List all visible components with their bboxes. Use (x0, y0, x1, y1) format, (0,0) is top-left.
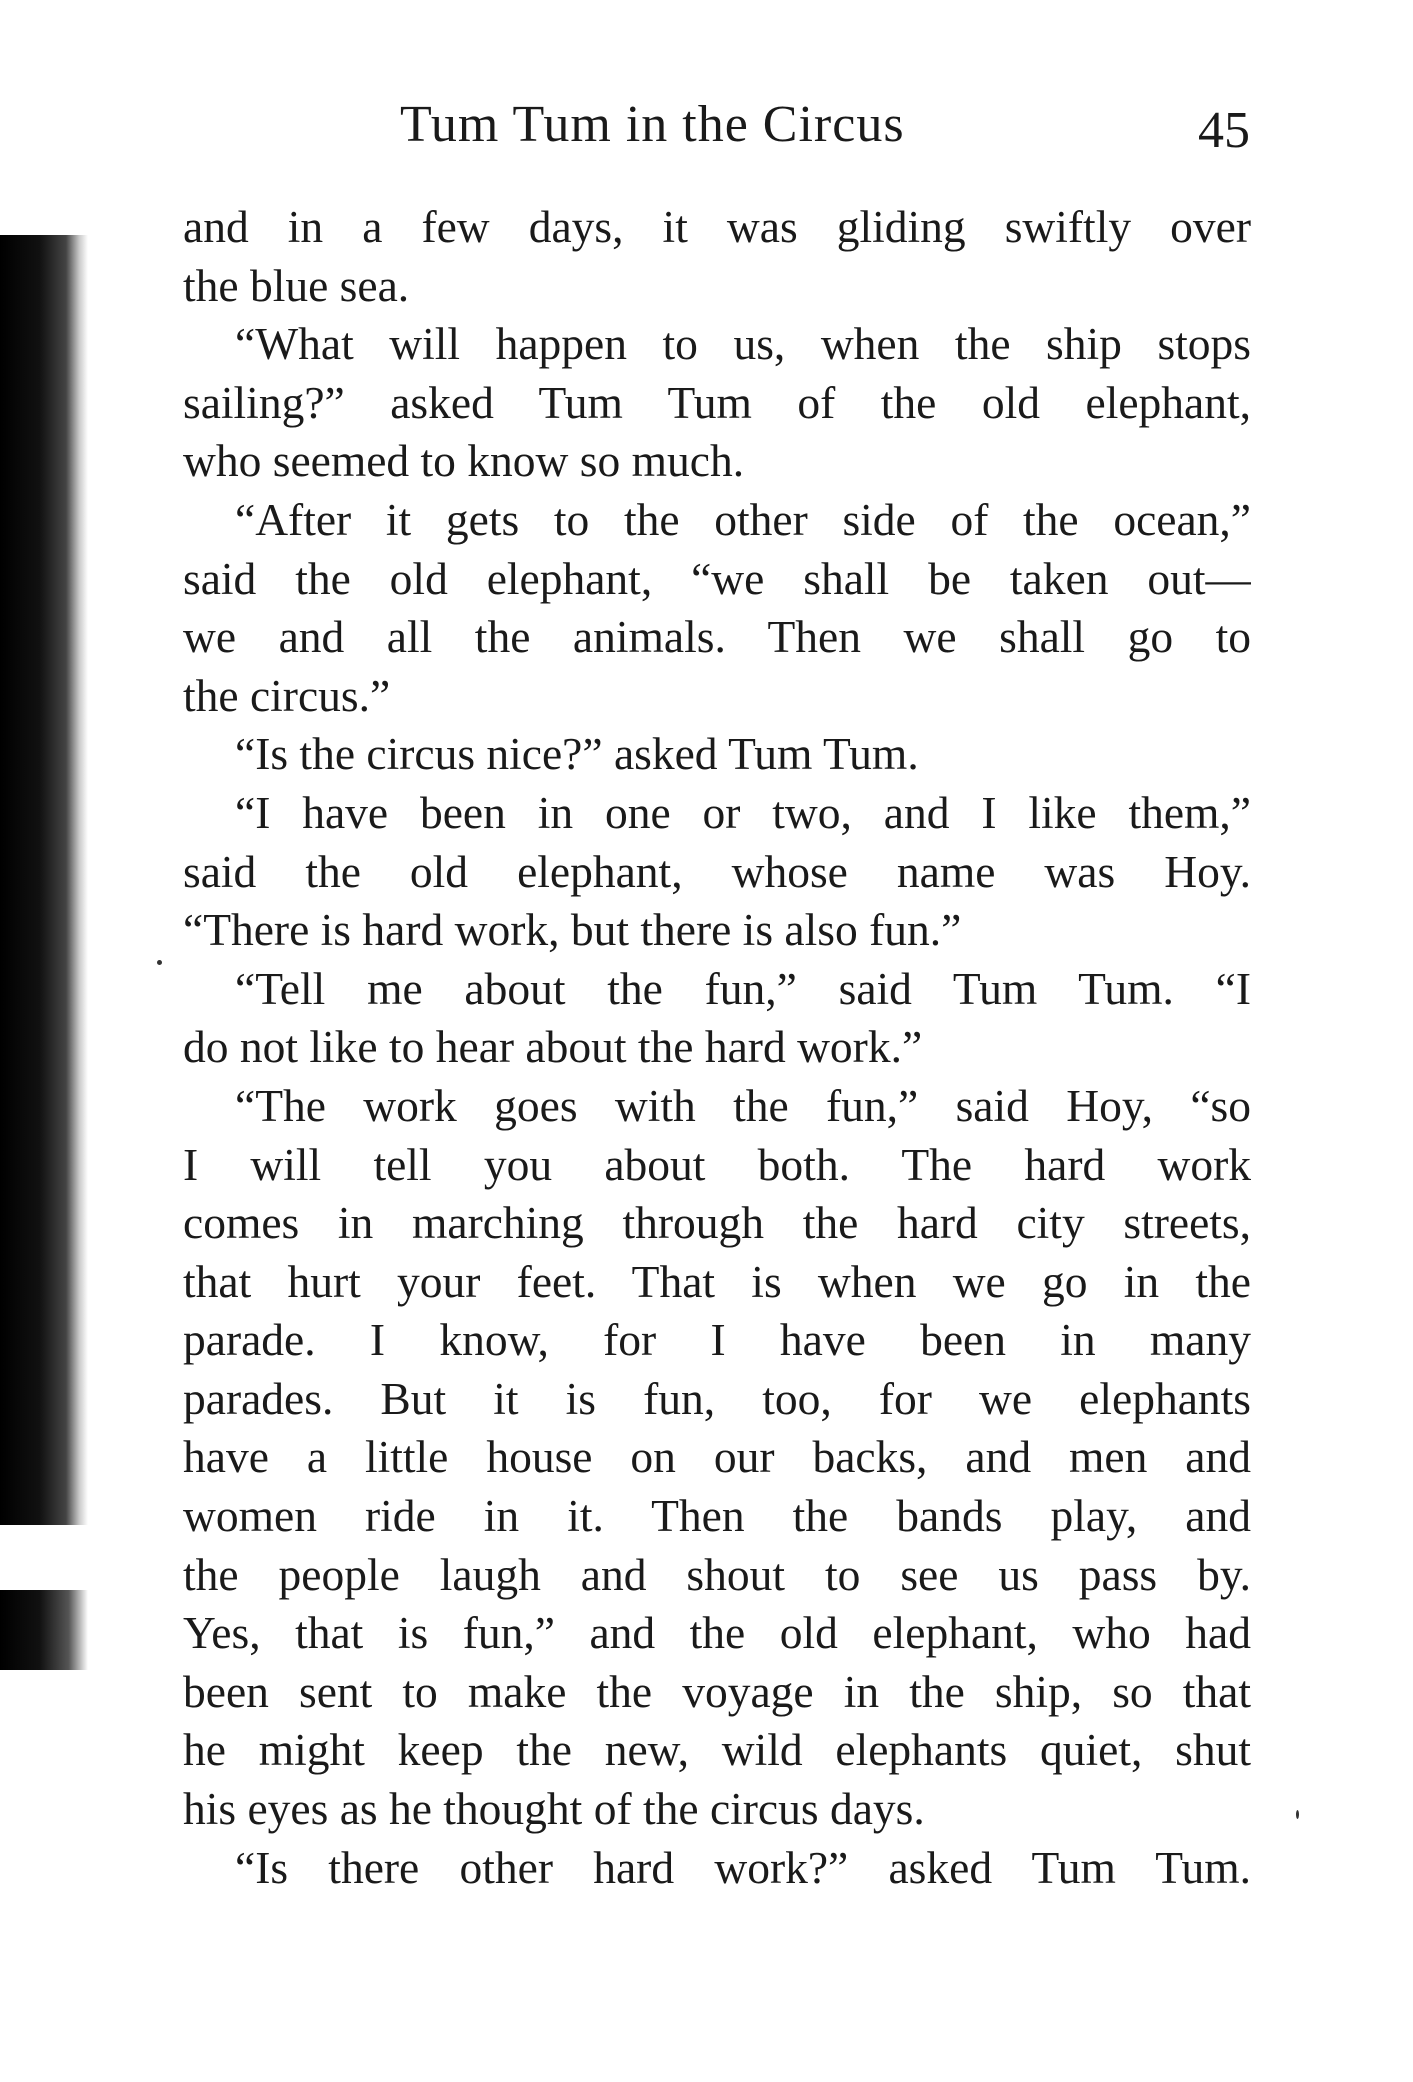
text-line: comes in marching through the hard city streets, (183, 1197, 1251, 1249)
text-line: the blue sea. (183, 259, 410, 311)
binding-shadow (0, 235, 88, 1525)
running-title: Tum Tum in the Circus (400, 96, 905, 153)
print-speck (157, 960, 162, 965)
text-line: and in a few days, it was gliding swiftly over (183, 201, 1251, 252)
text-line: he might keep the new, wild elephants quiet, shut (183, 1724, 1251, 1776)
text-line: his eyes as he thought of the circus days. (183, 1783, 925, 1835)
text-line: “The work goes with the fun,” said Hoy, “so (235, 1079, 1251, 1131)
text-line: “There is hard work, but there is also fun.” (183, 904, 962, 956)
text-line: “Is the circus nice?” asked Tum Tum. (235, 728, 919, 780)
text-line: sailing?” asked Tum Tum of the old elephant, (183, 376, 1251, 428)
text-line: the circus.” (183, 669, 391, 721)
page-number: 45 (1198, 102, 1250, 159)
text-line: “What will happen to us, when the ship stops (235, 318, 1251, 370)
text-line: Yes, that is fun,” and the old elephant, who had (183, 1607, 1251, 1659)
text-line: parade. I know, for I have been in many (183, 1314, 1251, 1366)
text-line: I will tell you about both. The hard work (183, 1138, 1251, 1190)
text-line: said the old elephant, “we shall be taken out— (183, 552, 1251, 604)
body-text (183, 198, 1251, 1897)
binding-shadow-lower (0, 1590, 88, 1670)
text-line: “Tell me about the fun,” said Tum Tum. “I (235, 962, 1251, 1014)
text-line: have a little house on our backs, and men and (183, 1431, 1251, 1483)
text-line: the people laugh and shout to see us pass by. (183, 1548, 1251, 1600)
text-line: been sent to make the voyage in the ship, so that (183, 1665, 1251, 1717)
text-line: who seemed to know so much. (183, 435, 745, 487)
text-line: that hurt your feet. That is when we go in the (183, 1255, 1251, 1307)
print-speck (1296, 1810, 1299, 1819)
text-line: “I have been in one or two, and I like them,” (235, 786, 1251, 838)
text-line: “After it gets to the other side of the ocean,” (235, 493, 1251, 545)
text-line: said the old elephant, whose name was Hoy. (183, 845, 1251, 897)
text-line: we and all the animals. Then we shall go to (183, 611, 1251, 663)
text-line: parades. But it is fun, too, for we elephants (183, 1372, 1251, 1424)
text-line: “Is there other hard work?” asked Tum Tum. (235, 1841, 1251, 1893)
text-line: do not like to hear about the hard work.” (183, 1021, 923, 1073)
page-header (400, 95, 1250, 165)
text-line: women ride in it. Then the bands play, and (183, 1490, 1251, 1542)
